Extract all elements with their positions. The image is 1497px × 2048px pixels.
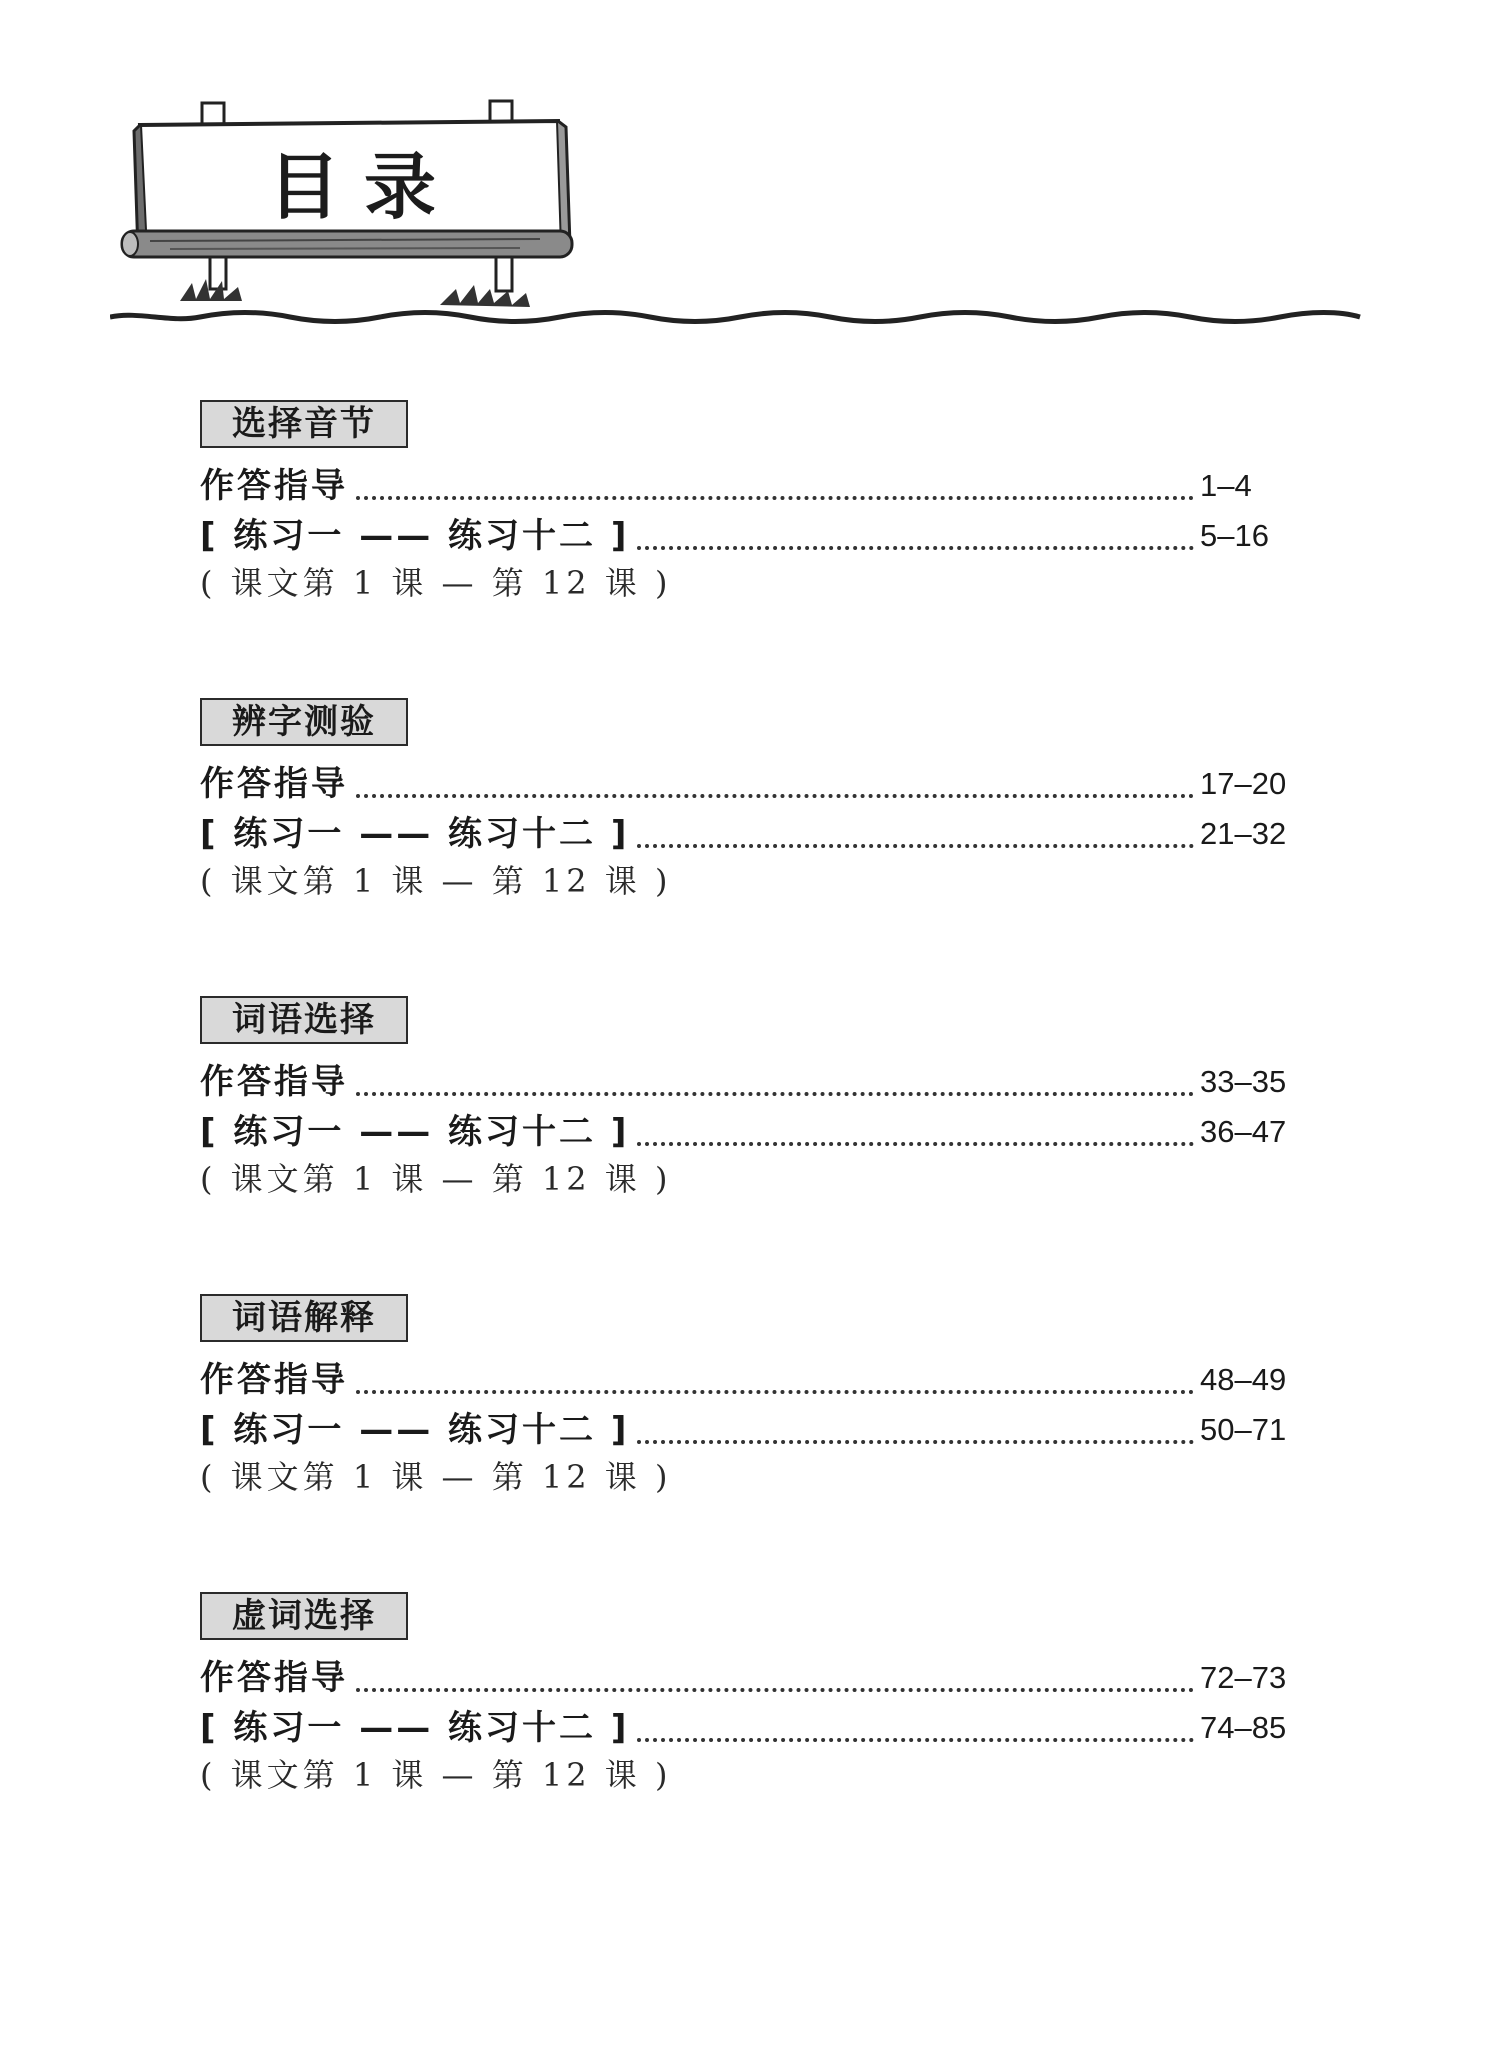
toc-section-5	[200, 1592, 1300, 1800]
section-header: 辨字测验	[200, 698, 408, 746]
entry-label: [ 练习一 —— 练习十二 ]	[200, 516, 630, 556]
entry-label: 作答指导	[200, 764, 348, 804]
page-range: 5–16	[1200, 518, 1269, 553]
dot-leader	[356, 1092, 1194, 1096]
page-range: 50–71	[1200, 1412, 1287, 1447]
page-range: 21–32	[1200, 816, 1287, 851]
dot-leader	[637, 1738, 1194, 1742]
toc-entry-practice[interactable]	[200, 1402, 1300, 1452]
page-range: 36–47	[1200, 1114, 1287, 1149]
dot-leader	[356, 496, 1194, 500]
page-range: 33–35	[1200, 1064, 1287, 1099]
section-header: 词语解释	[200, 1294, 408, 1342]
lesson-range-note: ( 课文第 1 课 — 第 12 课 )	[200, 564, 672, 602]
toc-entry-practice[interactable]	[200, 508, 1300, 558]
entry-label: 作答指导	[200, 1360, 348, 1400]
entry-label: [ 练习一 —— 练习十二 ]	[200, 814, 630, 854]
toc-entry-guide[interactable]	[200, 1352, 1300, 1402]
page-range: 1–4	[1200, 468, 1252, 503]
lesson-range-note: ( 课文第 1 课 — 第 12 课 )	[200, 1756, 672, 1794]
toc-entry-guide[interactable]	[200, 1054, 1300, 1104]
dot-leader	[637, 1440, 1194, 1444]
toc-entry-guide[interactable]	[200, 756, 1300, 806]
dot-leader	[637, 546, 1194, 550]
page-range: 74–85	[1200, 1710, 1287, 1745]
entry-label: 作答指导	[200, 1658, 348, 1698]
dot-leader	[637, 844, 1194, 848]
page-range: 48–49	[1200, 1362, 1287, 1397]
entry-label: [ 练习一 —— 练习十二 ]	[200, 1708, 630, 1748]
lesson-range-note: ( 课文第 1 课 — 第 12 课 )	[200, 1160, 672, 1198]
section-header: 词语选择	[200, 996, 408, 1044]
entry-label: 作答指导	[200, 466, 348, 506]
toc-section-3	[200, 996, 1300, 1204]
entry-label: [ 练习一 —— 练习十二 ]	[200, 1112, 630, 1152]
page-range: 17–20	[1200, 766, 1287, 801]
section-header: 选择音节	[200, 400, 408, 448]
page-range: 72–73	[1200, 1660, 1287, 1695]
entry-label: 作答指导	[200, 1062, 348, 1102]
dot-leader	[356, 794, 1194, 798]
toc-entry-practice[interactable]	[200, 1700, 1300, 1750]
toc-entry-guide[interactable]	[200, 1650, 1300, 1700]
toc-section-4	[200, 1294, 1300, 1502]
toc-entry-practice[interactable]	[200, 1104, 1300, 1154]
section-header: 虚词选择	[200, 1592, 408, 1640]
page-title: 目录	[268, 145, 461, 229]
dot-leader	[637, 1142, 1194, 1146]
toc-entry-practice[interactable]	[200, 806, 1300, 856]
lesson-range-note: ( 课文第 1 课 — 第 12 课 )	[200, 1458, 672, 1496]
toc-section-2	[200, 698, 1300, 906]
dot-leader	[356, 1688, 1194, 1692]
toc-entry-guide[interactable]	[200, 458, 1300, 508]
lesson-range-note: ( 课文第 1 课 — 第 12 课 )	[200, 862, 672, 900]
entry-label: [ 练习一 —— 练习十二 ]	[200, 1410, 630, 1450]
toc-section-1	[200, 400, 1300, 608]
dot-leader	[356, 1390, 1194, 1394]
